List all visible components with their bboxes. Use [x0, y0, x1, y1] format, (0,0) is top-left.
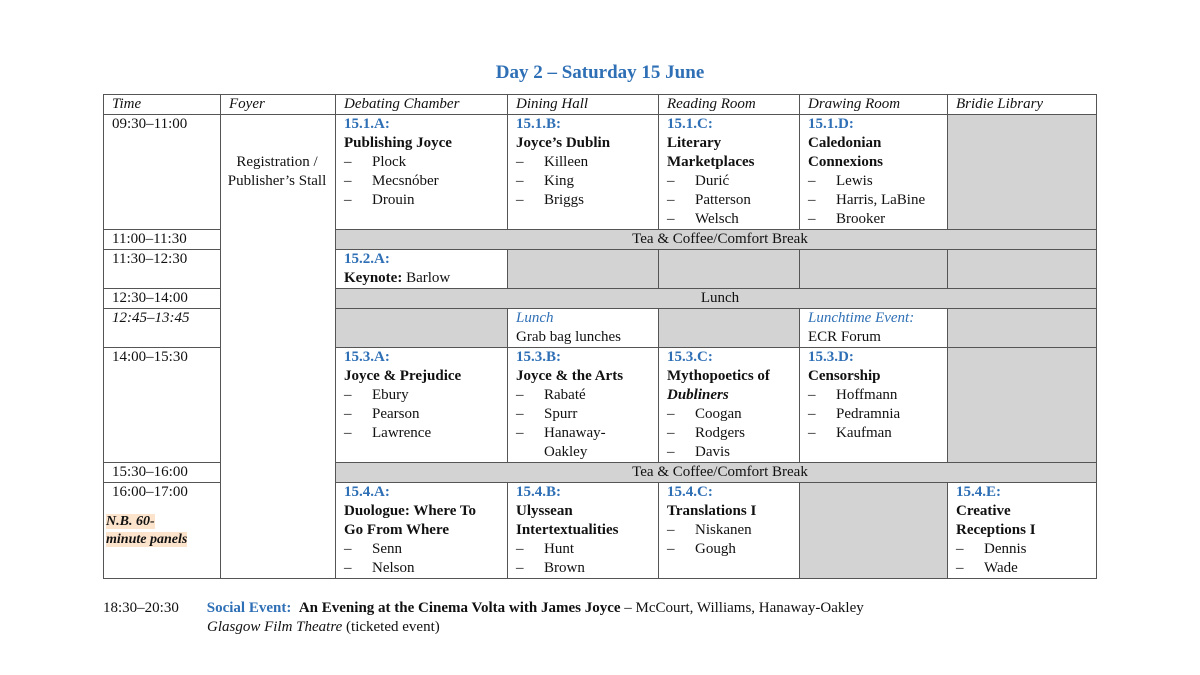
speaker-list: [667, 405, 799, 462]
social-venue: Glasgow Film Theatre: [207, 619, 343, 635]
panel-15-3-c: [659, 348, 800, 463]
speaker: – Wade: [956, 559, 1096, 578]
empty-slot: [508, 250, 659, 289]
speaker-list: [808, 172, 947, 229]
speaker: – Drouin: [344, 191, 507, 210]
empty-slot: [659, 250, 800, 289]
panel-title: Publishing Joyce: [344, 135, 452, 151]
speaker: – Hanaway-: [516, 424, 658, 443]
time-cell: 12:45–13:45: [104, 309, 221, 348]
nb-note: [106, 513, 204, 549]
speaker-continued: Oakley: [544, 444, 588, 460]
panel-code: 15.3.C:: [667, 349, 713, 365]
social-title: An Evening at the Cinema Volta with James Joyce: [298, 600, 621, 616]
time-cell: 16:00–17:00: [104, 483, 221, 579]
empty-slot: [800, 483, 948, 579]
panel-title: Literary: [667, 135, 722, 151]
speaker: – Nelson: [344, 559, 507, 578]
header-debating-chamber: Debating Chamber: [336, 95, 508, 115]
panel-title: Receptions I: [956, 522, 1036, 538]
speaker: – Welsch: [667, 210, 799, 229]
panel-title: Censorship: [808, 368, 881, 384]
speaker: – Coogan: [667, 405, 799, 424]
panel-code: 15.4.C:: [667, 484, 713, 500]
speaker: – Gough: [667, 540, 799, 559]
foyer-registration: [221, 153, 333, 191]
panel-code: 15.1.B:: [516, 116, 561, 132]
header-reading-room: Reading Room: [659, 95, 800, 115]
panel-title: Joyce’s Dublin: [516, 135, 611, 151]
speaker: – Ebury: [344, 386, 507, 405]
speaker: – Senn: [344, 540, 507, 559]
lunchtime-event-label: Lunchtime Event:: [808, 310, 915, 326]
panel-15-4-e: [948, 483, 1097, 579]
empty-slot: [659, 309, 800, 348]
speaker-list: [956, 540, 1096, 578]
speaker: – Briggs: [516, 191, 658, 210]
speaker: – Hunt: [516, 540, 658, 559]
speaker-list: [808, 386, 947, 443]
speaker: – Brown: [516, 559, 658, 578]
speaker: – Killeen: [516, 153, 658, 172]
header-drawing-room: Drawing Room: [800, 95, 948, 115]
tea-break-cell: Tea & Coffee/Comfort Break: [336, 230, 1097, 250]
speaker-list: [344, 386, 507, 443]
header-dining-hall: Dining Hall: [508, 95, 659, 115]
panel-title: Marketplaces: [667, 154, 755, 170]
header-bridie-library: Bridie Library: [948, 95, 1097, 115]
time-cell: 12:30–14:00: [104, 289, 221, 309]
speaker-list: [516, 386, 658, 443]
header-time: Time: [104, 95, 221, 115]
social-label: Social Event:: [206, 600, 292, 616]
panel-title: Go From Where: [344, 522, 449, 538]
speaker: – Patterson: [667, 191, 799, 210]
panel-code: 15.4.E:: [956, 484, 1001, 500]
keynote-label: Keynote:: [344, 270, 403, 286]
panel-code: 15.1.A:: [344, 116, 390, 132]
speaker: – Pedramnia: [808, 405, 947, 424]
speaker-list: [344, 153, 507, 210]
social-note: (ticketed event): [342, 619, 440, 635]
lunch-dining-cell: [508, 309, 659, 348]
social-event: [103, 599, 864, 618]
empty-slot: [948, 250, 1097, 289]
panel-15-3-a: [336, 348, 508, 463]
tea-break-cell: Tea & Coffee/Comfort Break: [336, 463, 1097, 483]
social-venue-line: [207, 618, 440, 637]
page-title: Day 2 – Saturday 15 June: [495, 62, 705, 83]
panel-title: Dubliners: [667, 387, 729, 403]
empty-slot: [948, 115, 1097, 230]
lunch-cell: Lunch: [336, 289, 1097, 309]
empty-slot: [336, 309, 508, 348]
panel-title: Mythopoetics of: [667, 368, 770, 384]
panel-title: Joyce & Prejudice: [344, 368, 462, 384]
panel-code: 15.1.D:: [808, 116, 854, 132]
empty-slot: [800, 250, 948, 289]
panel-15-4-c: [659, 483, 800, 579]
empty-slot: [948, 309, 1097, 348]
nb-line: minute panels: [106, 532, 188, 547]
panel-code: 15.3.D:: [808, 349, 854, 365]
panel-code: 15.3.A:: [344, 349, 390, 365]
speaker: – Mecsnóber: [344, 172, 507, 191]
speaker: – Davis: [667, 443, 799, 462]
panel-15-1-d: [800, 115, 948, 230]
panel-15-3-b: [508, 348, 659, 463]
panel-code: 15.2.A:: [344, 251, 390, 267]
panel-code: 15.4.B:: [516, 484, 561, 500]
speaker: – Rabaté: [516, 386, 658, 405]
speaker: – Durić: [667, 172, 799, 191]
panel-title: Caledonian: [808, 135, 882, 151]
lunch-text: Grab bag lunches: [516, 329, 621, 345]
foyer-line: Registration /: [236, 154, 318, 170]
speaker-list: [516, 153, 658, 210]
panel-title: Intertextualities: [516, 522, 619, 538]
header-foyer: Foyer: [221, 95, 336, 115]
speaker-list: [516, 540, 658, 578]
panel-title: Duologue: Where To: [344, 503, 476, 519]
panel-15-2-a: [336, 250, 508, 289]
lunchtime-event-text: ECR Forum: [808, 329, 881, 345]
speaker: – King: [516, 172, 658, 191]
social-time: 18:30–20:30: [103, 600, 179, 616]
speaker: – Lawrence: [344, 424, 507, 443]
time-cell: 11:00–11:30: [104, 230, 221, 250]
foyer-line: Publisher’s Stall: [227, 173, 327, 189]
speaker: – Hoffmann: [808, 386, 947, 405]
speaker-list: [667, 172, 799, 229]
speaker: – Harris, LaBine: [808, 191, 947, 210]
lunch-label: Lunch: [516, 310, 554, 326]
speaker: – Spurr: [516, 405, 658, 424]
speaker: – Rodgers: [667, 424, 799, 443]
speaker: – Niskanen: [667, 521, 799, 540]
panel-code: 15.3.B:: [516, 349, 561, 365]
speaker: – Lewis: [808, 172, 947, 191]
speaker: – Dennis: [956, 540, 1096, 559]
panel-title: Creative: [956, 503, 1011, 519]
panel-15-4-a: [336, 483, 508, 579]
panel-15-3-d: [800, 348, 948, 463]
speaker-list: [344, 540, 507, 578]
lunch-drawing-cell: [800, 309, 948, 348]
speaker: – Brooker: [808, 210, 947, 229]
speaker: – Pearson: [344, 405, 507, 424]
speaker: – Plock: [344, 153, 507, 172]
panel-15-1-b: [508, 115, 659, 230]
social-speakers: – McCourt, Williams, Hanaway-Oakley: [620, 600, 864, 616]
panel-title: Ulyssean: [516, 503, 573, 519]
time-cell: 11:30–12:30: [104, 250, 221, 289]
time-cell: 15:30–16:00: [104, 463, 221, 483]
panel-15-1-a: [336, 115, 508, 230]
panel-code: 15.1.C:: [667, 116, 713, 132]
panel-title: Joyce & the Arts: [516, 368, 624, 384]
keynote-speaker: Barlow: [406, 270, 451, 286]
nb-line: N.B. 60-: [106, 514, 155, 529]
panel-15-1-c: [659, 115, 800, 230]
speaker-list: [667, 521, 799, 559]
time-cell: 09:30–11:00: [104, 115, 221, 230]
header-row: [104, 95, 1097, 115]
panel-15-4-b: [508, 483, 659, 579]
empty-slot: [948, 348, 1097, 463]
speaker: – Kaufman: [808, 424, 947, 443]
panel-code: 15.4.A:: [344, 484, 390, 500]
panel-title: Connexions: [808, 154, 884, 170]
time-cell: 14:00–15:30: [104, 348, 221, 463]
panel-title: Translations I: [667, 503, 757, 519]
